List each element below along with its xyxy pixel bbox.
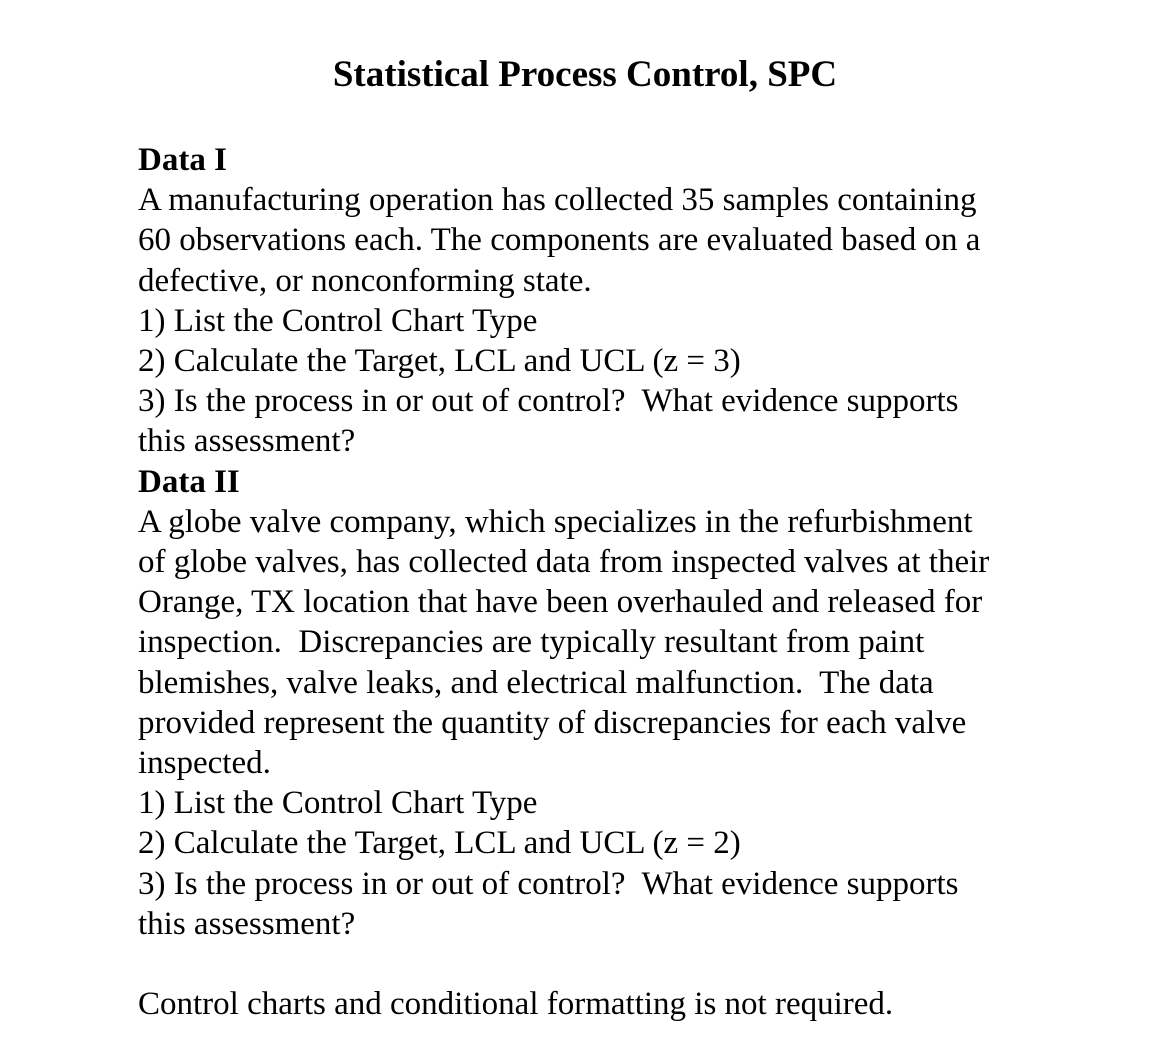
blank-line [138,944,1138,984]
text-line: provided represent the quantity of discrepancies for each valve [138,704,967,741]
text-line: blemishes, valve leaks, and electrical malfunction. The data [138,664,934,701]
section-heading: Data II [138,463,240,500]
text-line: inspection. Discrepancies are typically resultant from paint [138,624,925,661]
text-line: A manufacturing operation has collected 35 samples containing [138,182,977,219]
section-data-1 [138,140,1138,462]
text-line: defective, or nonconforming state. [138,262,592,299]
section-heading: Data I [138,142,227,178]
text-line: 60 observations each. The components are evaluated based on a [138,222,981,259]
question-item: 1) List the Control Chart Type [138,302,538,339]
text-line: this assessment? [138,905,356,942]
text-line: Orange, TX location that have been overhauled and released for [138,584,983,621]
question-item: 3) Is the process in or out of control? What evidence supports [138,865,959,902]
text-line: this assessment? [138,423,356,460]
text-line: of globe valves, has collected data from inspected valves at their [138,544,990,581]
text-line: A globe valve company, which specializes in the refurbishment [138,503,973,540]
question-item: 3) Is the process in or out of control? What evidence supports [138,383,959,420]
question-item: 1) List the Control Chart Type [138,785,538,822]
footer-note: Control charts and conditional formatting is not required. [138,986,894,1023]
question-item: 2) Calculate the Target, LCL and UCL (z = 2) [138,825,741,862]
question-item: 2) Calculate the Target, LCL and UCL (z = 3) [138,343,741,380]
document-body [138,140,1138,1024]
page-title: Statistical Process Control, SPC [332,54,838,95]
section-data-2 [138,462,1138,944]
text-line: inspected. [138,745,271,782]
